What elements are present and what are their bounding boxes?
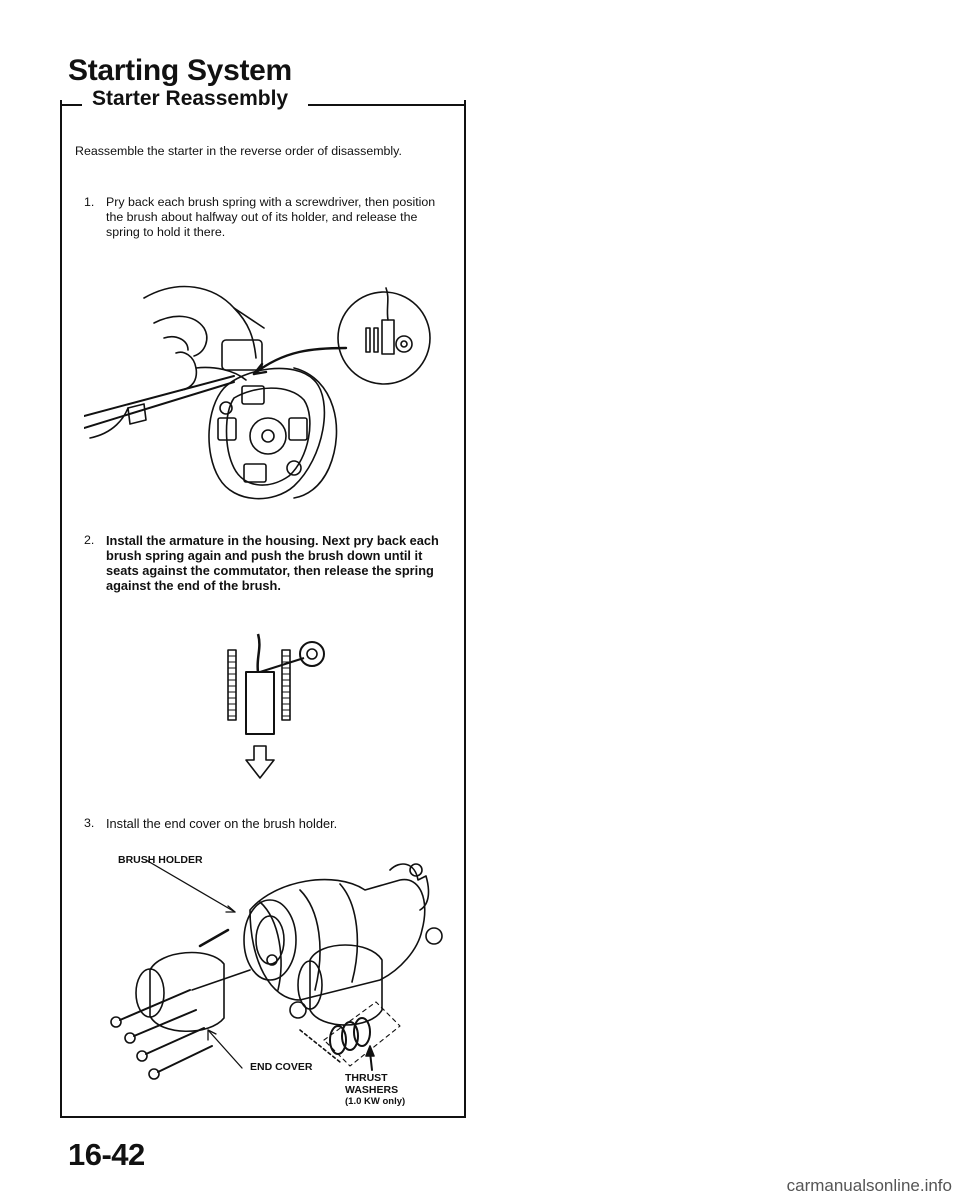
brush-holder-label: BRUSH HOLDER bbox=[118, 854, 203, 866]
page-title: Starting System bbox=[68, 54, 292, 87]
step-3-number: 3. bbox=[84, 816, 95, 830]
thrust-washers-note: (1.0 KW only) bbox=[345, 1096, 406, 1107]
starter-exploded-illustration bbox=[100, 840, 460, 1118]
frame-rule-left bbox=[60, 104, 82, 106]
step-2-number: 2. bbox=[84, 533, 95, 547]
step-1-text: Pry back each brush spring with a screwdriver, then position the brush about halfway out of its holder, and release the spring to hold it there. bbox=[106, 195, 436, 239]
step-3-text: Install the end cover on the brush holder. bbox=[106, 816, 338, 831]
intro-paragraph: Reassemble the starter in the reverse order of disassembly. bbox=[75, 144, 402, 158]
end-cover-label: END COVER bbox=[250, 1061, 313, 1073]
page-number: 16-42 bbox=[68, 1137, 145, 1172]
watermark: carmanualsonline.info bbox=[786, 1176, 952, 1195]
section-title: Starter Reassembly bbox=[92, 87, 289, 110]
thrust-washers-line1: THRUST bbox=[345, 1072, 388, 1084]
thrust-washers-line2: WASHERS bbox=[345, 1084, 399, 1096]
thrust-washers-label bbox=[345, 1072, 405, 1108]
step-1-number: 1. bbox=[84, 195, 95, 209]
brush-spring-illustration bbox=[84, 268, 454, 508]
brush-seated-diagram bbox=[200, 628, 370, 788]
step-2-text: Install the armature in the housing. Next pry back each brush spring again and push the brush down until it seats against the commutator, then release the spring against the end of the brush. bbox=[106, 533, 439, 593]
frame-rule-right bbox=[308, 104, 464, 106]
